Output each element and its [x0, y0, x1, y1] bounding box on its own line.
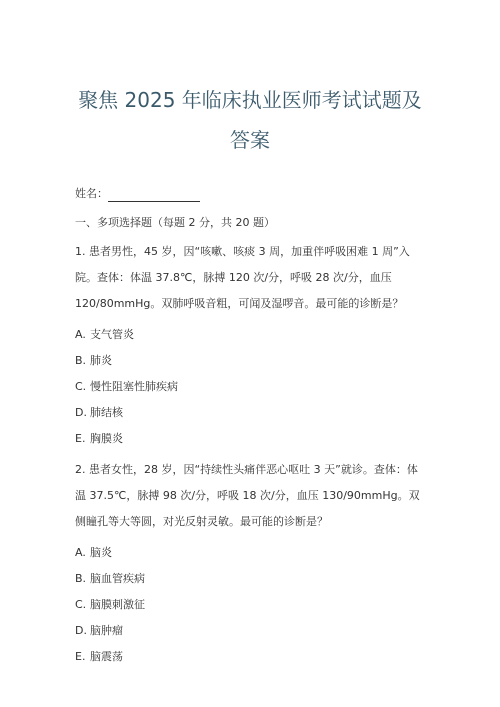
- title-line-1: 聚焦 2025 年临床执业医师考试试题及: [78, 88, 422, 112]
- question-1: [75, 239, 425, 447]
- option-letter: A.: [75, 328, 86, 341]
- option-b: [75, 571, 425, 587]
- option-a: [75, 545, 425, 561]
- option-e: [75, 431, 425, 447]
- option-text: 脑炎: [90, 546, 112, 559]
- option-d: [75, 405, 425, 421]
- option-letter: C.: [75, 598, 87, 611]
- option-letter: C.: [75, 380, 87, 393]
- option-text: 胸膜炎: [90, 432, 123, 445]
- option-letter: B.: [75, 354, 87, 367]
- option-text: 肺炎: [90, 354, 112, 367]
- question-stem: 1. 患者男性，45 岁，因“咳嗽、咳痰 3 周，加重伴呼吸困难 1 周”入院。查体：体温 37.8℃，脉搏 120 次/分，呼吸 28 次/分，血压 120/80mmHg。双肺呼吸音粗，可闻及湿啰音。最可能的诊断是？: [75, 245, 410, 310]
- option-text: 脑震荡: [90, 650, 123, 663]
- question-stem: 2. 患者女性，28 岁，因“持续性头痛伴恶心呕吐 3 天”就诊。查体：体温 37.5℃，脉搏 98 次/分，呼吸 18 次/分，血压 130/90mmHg。双侧瞳孔等大等圆，对光反射灵敏。最可能的诊断是？: [75, 463, 420, 528]
- name-blank-line: [108, 189, 200, 202]
- option-letter: E.: [75, 432, 86, 445]
- option-c: [75, 597, 425, 613]
- document-title: [75, 0, 425, 160]
- section-heading: 一、多项选择题（每题 2 分，共 20 题）: [75, 216, 275, 229]
- option-text: 支气管炎: [90, 328, 134, 341]
- option-b: [75, 353, 425, 369]
- name-label: 姓名：: [75, 187, 108, 200]
- option-text: 脑血管疾病: [90, 572, 145, 585]
- option-text: 肺结核: [90, 406, 123, 419]
- option-letter: B.: [75, 572, 87, 585]
- option-e: [75, 649, 425, 665]
- option-text: 慢性阻塞性肺疾病: [90, 380, 178, 393]
- title-line-2: 答案: [230, 128, 270, 152]
- option-a: [75, 327, 425, 343]
- option-letter: D.: [75, 406, 87, 419]
- name-field: [75, 186, 425, 202]
- option-text: 脑肿瘤: [90, 624, 123, 637]
- option-c: [75, 379, 425, 395]
- option-letter: E.: [75, 650, 86, 663]
- option-d: [75, 623, 425, 639]
- option-letter: A.: [75, 546, 86, 559]
- option-text: 脑膜刺激征: [90, 598, 145, 611]
- question-2: [75, 457, 425, 665]
- option-letter: D.: [75, 624, 87, 637]
